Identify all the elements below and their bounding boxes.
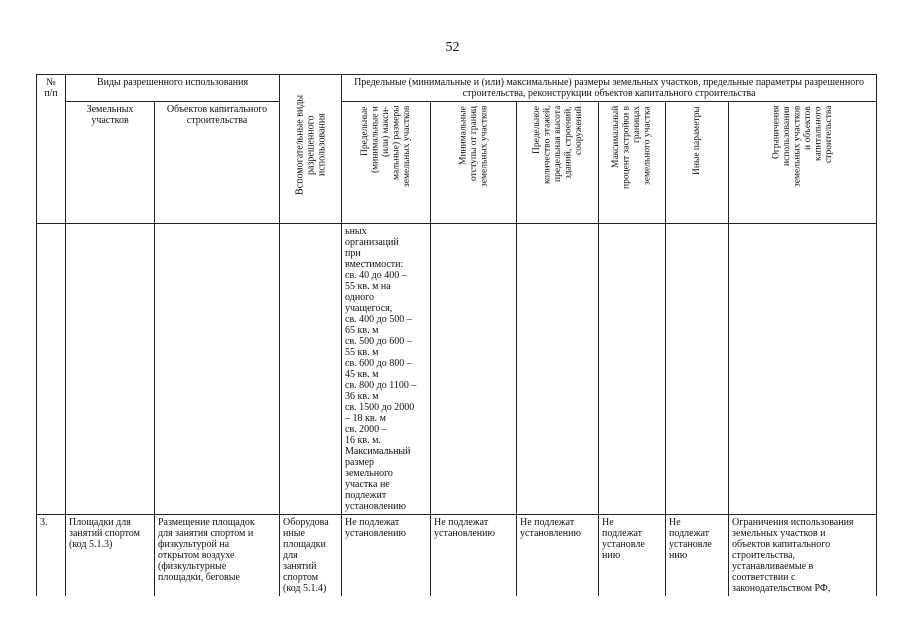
- cell-row3-land: Площадки для занятий спортом (код 5.1.3): [66, 515, 155, 597]
- table-row: [37, 515, 877, 597]
- header-col-setbacks-text: Минимальные отступы от границ земельных участков: [457, 106, 489, 188]
- cell-row3-sizes: Не подлежат установлению: [342, 515, 431, 597]
- cell-row3-other: Не подлежат установле нию: [666, 515, 729, 597]
- header-col-floors-text: Предельное количество этажей, предельная высота зданий, строений, сооружений: [531, 106, 584, 185]
- header-col-sizes-text: Предельные (минимальные и (или) макси- мальные) размеры земельных участков: [359, 106, 412, 188]
- header-auxiliary: [280, 75, 342, 224]
- header-col-other-text: Иные параметры: [691, 106, 702, 175]
- header-col-restrictions: [729, 102, 877, 224]
- header-col-setbacks: [431, 102, 517, 224]
- cell-empty: [37, 224, 66, 515]
- header-col-sizes: [342, 102, 431, 224]
- header-col-floors: [517, 102, 599, 224]
- cell-empty: [599, 224, 666, 515]
- cell-sizes-continuation: ьных организаций при вместимости: св. 40 до 400 – 55 кв. м на одного учащегося, св. 400 до 500 – 65 кв. м св. 500 до 600 – 55 кв. м св. 600 до 800 – 45 кв. м св. 800 до 1100 – 36 кв. м св. 1500 до 2000 – 18 кв. м св. 2000 – 16 кв. м. Максимальный размер земельного участка не подлежит установлению: [342, 224, 431, 515]
- cell-empty: [66, 224, 155, 515]
- header-row-2: [37, 102, 877, 224]
- header-row-1: [37, 75, 877, 102]
- cell-row3-auxiliary: Оборудова нные площадки для занятий спортом (код 5.1.4): [280, 515, 342, 597]
- cell-row3-setbacks: Не подлежат установлению: [431, 515, 517, 597]
- zoning-table: [36, 74, 877, 596]
- header-types-of-use: Виды разрешенного использования: [66, 75, 280, 102]
- cell-empty: [729, 224, 877, 515]
- cell-row3-num: 3.: [37, 515, 66, 597]
- continuation-row: [37, 224, 877, 515]
- header-num: № п/п: [37, 75, 66, 224]
- header-auxiliary-text: Вспомогательные виды разрешенного использования: [294, 94, 328, 196]
- header-col-restrictions-text: Ограничения использования земельных участков и объектов капитального строительства: [771, 106, 834, 188]
- header-col-percent-text: Максимальный процент застройки в границах земельного участка: [611, 106, 653, 190]
- cell-row3-percent: Не подлежат установле нию: [599, 515, 666, 597]
- header-limits: Предельные (минимальные и (или) максимальные) размеры земельных участков, предельные параметры разрешенного строительства, реконструкции объектов капитального строительства: [342, 75, 877, 102]
- cell-row3-capital: Размещение площадок для занятия спортом и физкультурой на открытом воздухе (физкультурные площадки, беговые: [155, 515, 280, 597]
- cell-empty: [517, 224, 599, 515]
- page-number: 52: [445, 40, 460, 55]
- header-col-percent: [599, 102, 666, 224]
- header-land-plots: Земельных участков: [66, 102, 155, 224]
- cell-empty: [280, 224, 342, 515]
- cell-empty: [666, 224, 729, 515]
- cell-row3-restrictions: Ограничения использования земельных участков и объектов капитального строительства, устанавливаемые в соответствии с законодательством РФ,: [729, 515, 877, 597]
- cell-empty: [155, 224, 280, 515]
- header-capital-objects: Объектов капитального строительства: [155, 102, 280, 224]
- cell-row3-floors: Не подлежат установлению: [517, 515, 599, 597]
- header-col-other: [666, 102, 729, 224]
- cell-empty: [431, 224, 517, 515]
